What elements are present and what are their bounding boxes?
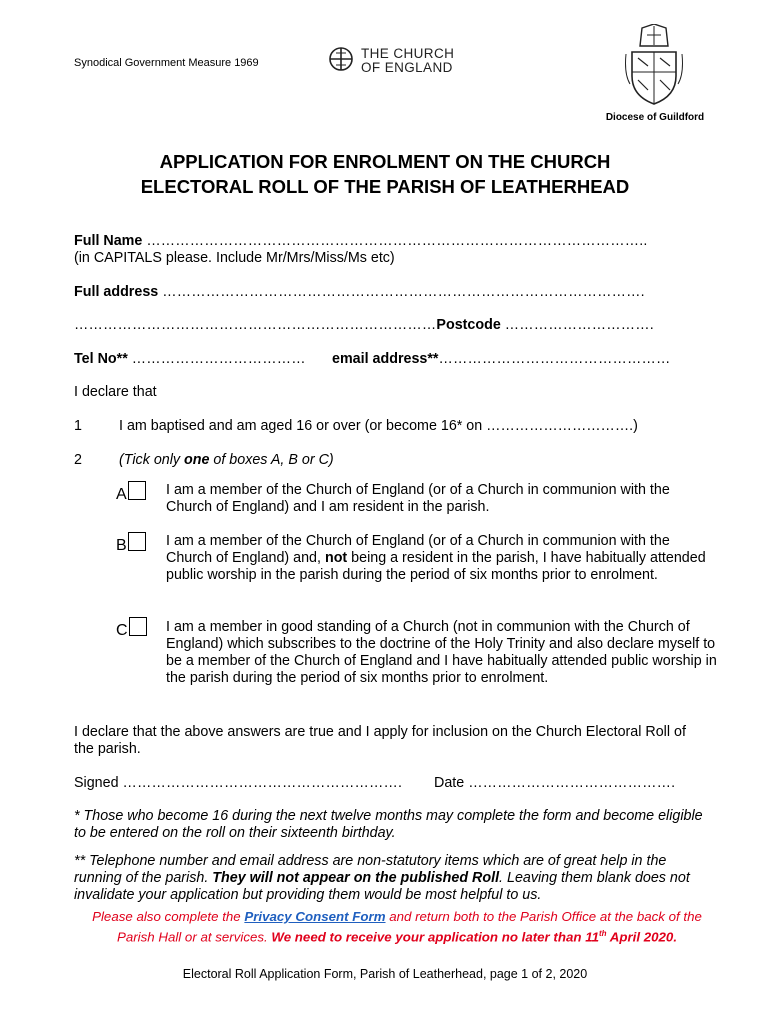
signed-row — [74, 775, 402, 792]
option-a — [116, 481, 146, 504]
item1-text: I am baptised and am aged 16 or over (or become 16* on ………………………….) — [119, 418, 638, 434]
title-line2: ELECTORAL ROLL OF THE PARISH OF LEATHERHEAD — [140, 176, 630, 197]
option-a-text: I am a member of the Church of England (or of a Church in communion with the Church of England) and I am resident in the parish. — [166, 482, 670, 515]
privacy-consent-link[interactable]: Privacy Consent Form — [244, 909, 386, 924]
item2-instruction: (Tick only one of boxes A, B or C) — [119, 452, 334, 468]
privacy-note: Please also complete the Privacy Consent Form and return both to the Parish Office at the back of the Parish Hall or at services. We need to receive your application no later than 11th April 2020. — [92, 909, 702, 945]
date-field[interactable]: ……………………………………. — [468, 775, 676, 791]
tel-field[interactable]: ……………………………… — [131, 351, 306, 367]
note-contact: ** Telephone number and email address are non-statutory items which are of great help in the running of the parish. They will not appear on the published Roll. Leaving them blank does not invalidate your application but providing them would be most helpful to us. — [74, 853, 690, 903]
email-row — [332, 351, 670, 368]
coe-line2: OF ENGLAND — [361, 60, 453, 75]
full-name-label: Full Name — [74, 233, 143, 249]
signed-label: Signed — [74, 775, 119, 791]
email-field[interactable]: ………………………………………… — [438, 351, 671, 367]
tel-label: Tel No** — [74, 351, 128, 367]
signed-field[interactable]: …………………………………………………. — [122, 775, 403, 791]
diocese-crest — [605, 24, 705, 124]
full-name-row — [74, 233, 648, 250]
title-line1: APPLICATION FOR ENROLMENT ON THE CHURCH — [159, 151, 611, 172]
option-b-text: I am a member of the Church of England (or of a Church in communion with the Church of England) and, not being a resident in the parish, I have habitually attended public worship in the parish during the period of six months prior to enrolment. — [166, 533, 706, 583]
item2-number: 2 — [74, 452, 82, 468]
option-c-text: I am a member in good standing of a Church (not in communion with the Church of England) which subscribes to the doctrine of the Holy Trinity and also declare myself to be a member of the Church of England and I have habitually attended public worship in the parish during the period of six months prior to enrolment. — [166, 619, 717, 686]
date-label: Date — [434, 775, 465, 791]
option-b — [116, 532, 146, 555]
measure-text: Synodical Government Measure 1969 — [74, 57, 259, 69]
option-a-checkbox[interactable] — [128, 481, 146, 500]
postcode-field[interactable]: …………………………. — [504, 317, 654, 333]
diocese-label: Diocese of Guildford — [605, 112, 705, 123]
address-row — [74, 284, 645, 301]
address-label: Full address — [74, 284, 159, 300]
option-b-letter: B — [116, 537, 127, 554]
form-title — [0, 149, 770, 199]
coe-emblem-icon — [328, 44, 356, 74]
address-row2 — [74, 317, 654, 334]
item1-number: 1 — [74, 418, 82, 434]
full-name-note: (in CAPITALS please. Include Mr/Mrs/Miss/Ms etc) — [74, 250, 395, 266]
page-footer: Electoral Roll Application Form, Parish of Leatherhead, page 1 of 2, 2020 — [182, 967, 588, 981]
date-row — [434, 775, 675, 792]
declare-closing: I declare that the above answers are true and I apply for inclusion on the Church Electoral Roll of the parish. — [74, 724, 686, 757]
email-label: email address** — [332, 351, 439, 367]
option-c-checkbox[interactable] — [129, 617, 147, 636]
declare-intro: I declare that — [74, 384, 157, 400]
tel-row — [74, 351, 306, 368]
mitre-shield-icon — [624, 24, 684, 108]
address-field[interactable]: ………………………………………………………………………………………. — [162, 284, 645, 300]
option-b-checkbox[interactable] — [128, 532, 146, 551]
coe-line1: THE CHURCH — [361, 46, 455, 61]
postcode-label: Postcode — [436, 317, 501, 333]
option-a-letter: A — [116, 486, 127, 503]
option-c — [116, 617, 147, 640]
full-name-field[interactable]: ………………………………………………………………………………………….. — [146, 233, 648, 249]
note-age: * Those who become 16 during the next twelve months may complete the form and become eligible to be entered on the roll on their sixteenth birthday. — [74, 808, 703, 841]
option-c-letter: C — [116, 622, 128, 639]
address-field-2[interactable]: ………………………………………………………………… — [74, 317, 437, 333]
